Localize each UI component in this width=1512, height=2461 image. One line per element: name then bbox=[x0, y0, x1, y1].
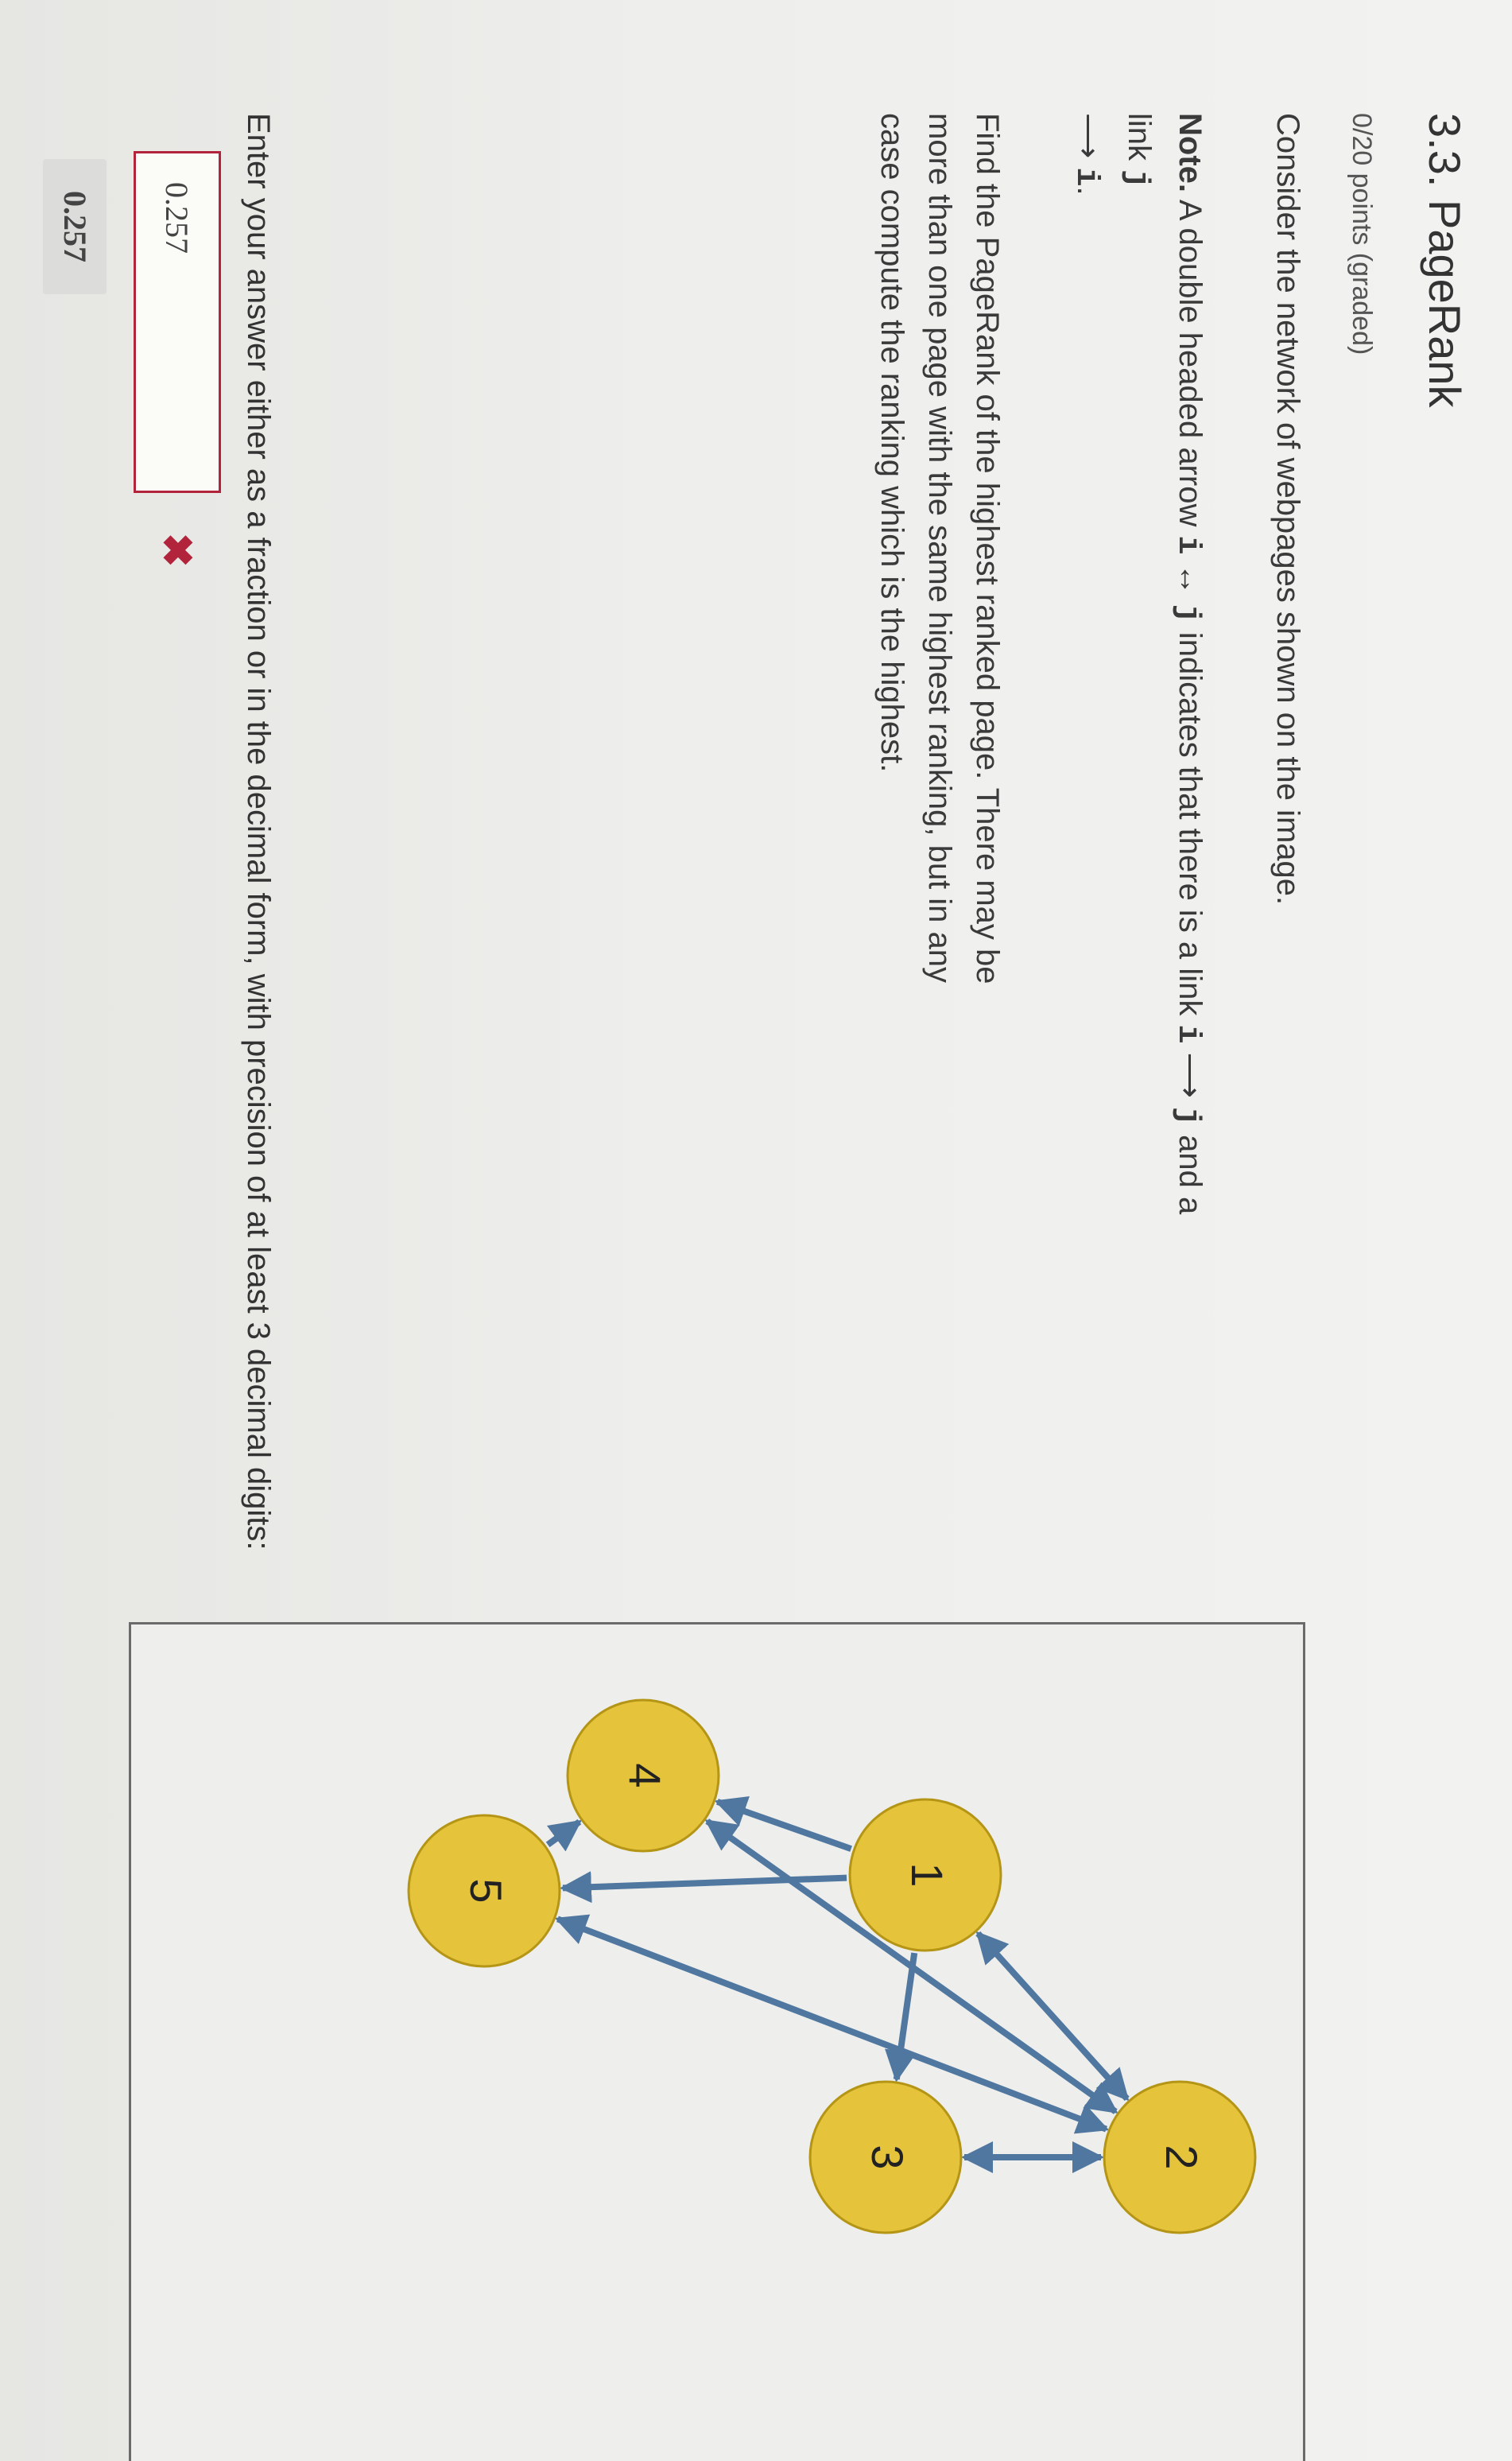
node-label: 1 bbox=[902, 1862, 953, 1888]
incorrect-x-icon: ✖ bbox=[153, 533, 200, 568]
note-j-3: j bbox=[1118, 169, 1154, 189]
note-end: . bbox=[1071, 186, 1106, 196]
node-label: 2 bbox=[1157, 2145, 1208, 2170]
note-i-3: i bbox=[1068, 167, 1103, 187]
graph-nodes bbox=[409, 1700, 1255, 2233]
node-label: 4 bbox=[620, 1763, 671, 1788]
note-i-2: i bbox=[1169, 1024, 1205, 1044]
problem-title: 3.3. PageRank bbox=[1420, 113, 1470, 408]
answer-prompt: Enter your answer either as a fraction or in the decimal form, with precision of at least 3 decimal digits: bbox=[241, 113, 276, 1551]
node-label: 3 bbox=[863, 2145, 913, 2170]
edge-5-4-arrow bbox=[548, 1822, 580, 1845]
network-graph-image bbox=[129, 1622, 1305, 2461]
note-arrow-2: ⟶ bbox=[1071, 113, 1106, 168]
graph-node-5 bbox=[409, 1815, 560, 1966]
note-text-3: and a link bbox=[1122, 113, 1208, 1215]
submitted-answer-preview: 0.257 bbox=[43, 159, 107, 294]
note-arrow-1: ⟶ bbox=[1173, 1043, 1208, 1108]
edge-1-2-double-arrow bbox=[978, 1934, 1126, 2099]
edge-2-5-double-arrow bbox=[557, 1919, 1106, 2129]
graph-node-1 bbox=[850, 1799, 1001, 1951]
note-i-1: i bbox=[1169, 535, 1205, 555]
find-instruction: Find the PageRank of the highest ranked page. There may be more than one page with the same highest ranking, but in any case compute the ranking which is the highest. bbox=[874, 113, 1005, 984]
graph-node-4 bbox=[568, 1700, 719, 1851]
note-label: Note. bbox=[1173, 113, 1208, 192]
edge-1-3-arrow bbox=[897, 1953, 914, 2079]
points-label: 0/20 points (graded) bbox=[1347, 113, 1377, 355]
note-paragraph bbox=[1061, 113, 1214, 1226]
note-j-2: j bbox=[1169, 1107, 1205, 1127]
node-label: 5 bbox=[461, 1878, 512, 1904]
intro-text: Consider the network of webpages shown on the image. bbox=[1270, 113, 1305, 906]
note-double-arrow: ↔ bbox=[1173, 554, 1208, 604]
note-j-1: j bbox=[1169, 604, 1205, 623]
network-graph bbox=[126, 1624, 1303, 2461]
note-text-1: A double headed arrow bbox=[1173, 192, 1208, 536]
graph-node-2 bbox=[1104, 2082, 1255, 2233]
note-text-2: indicates that there is a link bbox=[1173, 623, 1208, 1025]
graph-node-3 bbox=[810, 2082, 961, 2233]
answer-input[interactable] bbox=[134, 151, 221, 493]
